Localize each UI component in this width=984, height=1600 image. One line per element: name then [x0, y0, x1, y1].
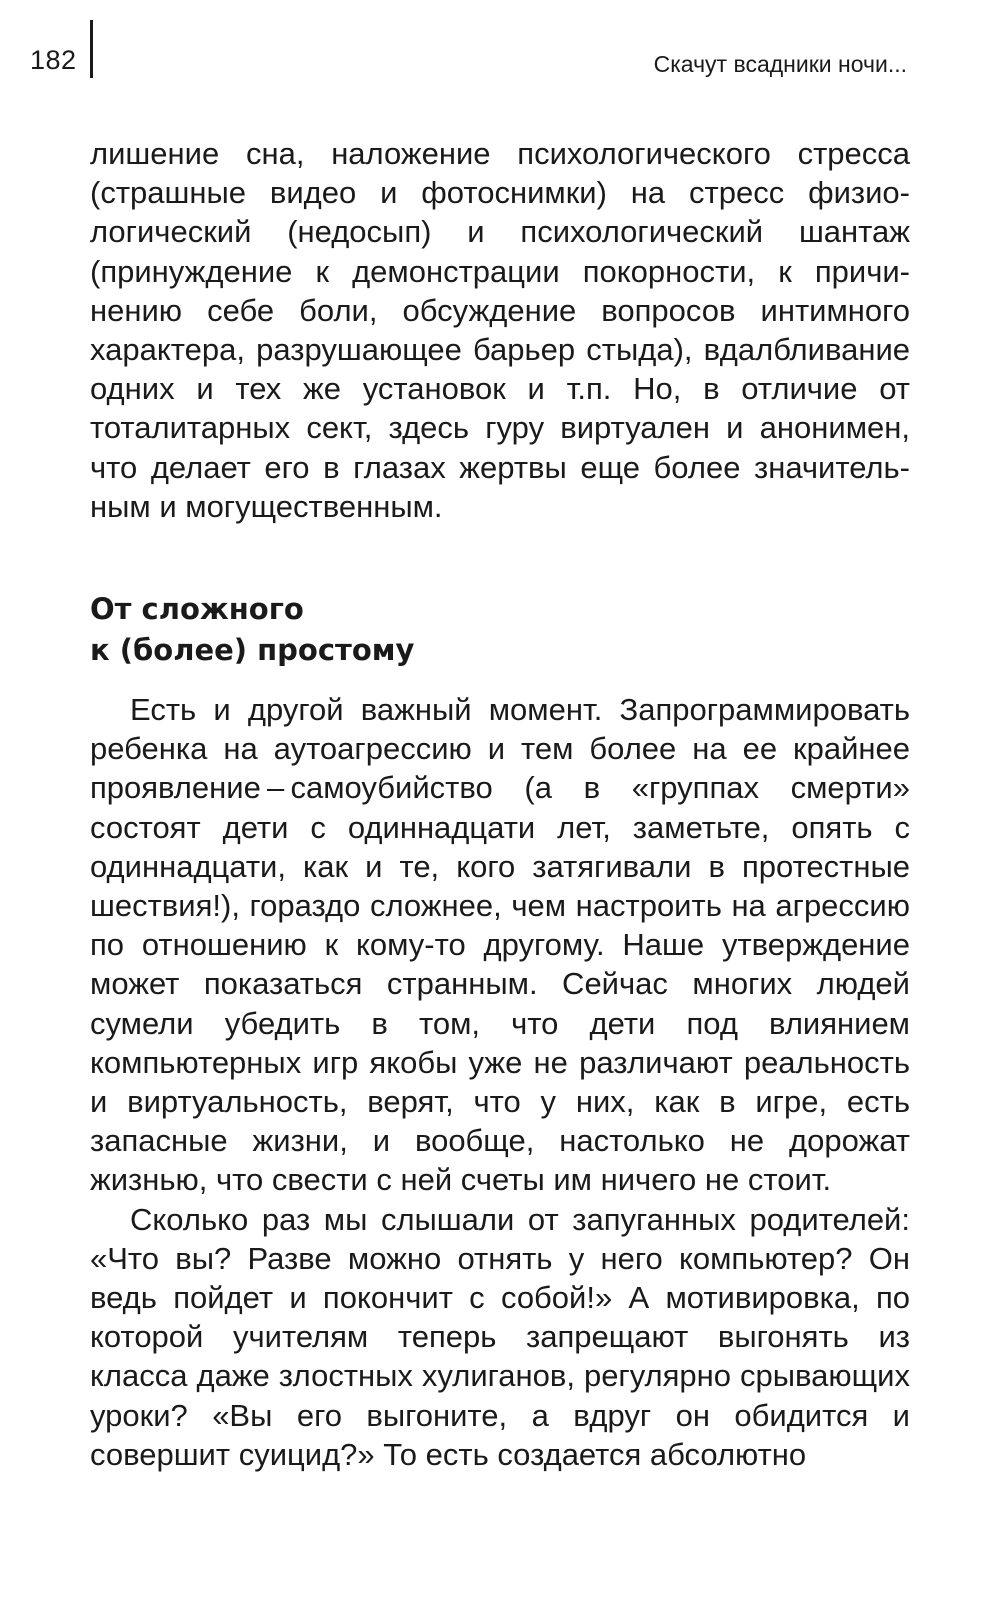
- running-title: Скачут всадники ночи...: [653, 51, 907, 77]
- section-heading: [90, 589, 910, 671]
- section-heading-line-1: От сложного: [90, 592, 304, 626]
- header-vertical-rule: [90, 20, 93, 78]
- continued-text-block: [90, 134, 910, 526]
- body-paragraph-1: Есть и другой важный момент. Запрограммировать ребенка на аутоагрессию и тем более на ее крайнее проявление – самоубийство (а в «группах смерти» состоят дети с одиннадцати лет, заметьте, опять с одиннадцати, как и те, кого затягивали в протестные шествия!), гораздо сложнее, чем настроить на агрессию по отношению к кому-то другому. Наше утверждение может показаться странным. Сейчас многих людей сумели убедить в том, что дети под влиянием компьютерных игр якобы уже не различают реальность и виртуальность, верят, что у них, как в игре, есть запасные жизни, и вообще, настолько не дорожат жизнью, что свести с ней счеты им ничего не стоит.: [90, 692, 910, 1198]
- continued-paragraph: лишение сна, наложение психологического стресса (страшные видео и фотоснимки) на стресс физиологический (недосып) и психологический шантаж (принуждение к демонстрации покорности, к причинению себе боли, обсуждение вопросов интимного характера, разрушающее барьер стыда), вдалбливание одних и тех же установок и т.п. Но, в отличие от тоталитарных сект, здесь гуру виртуален и анонимен, что делает его в глазах жертвы еще более значительным и могущественным.: [90, 136, 910, 524]
- body-paragraph-2: Сколько раз мы слышали от запуганных родителей: «Что вы? Разве можно отнять у него компьютер? Он ведь пойдет и покончит с собой!» А мотивировка, по которой учителям теперь запрещают выгонять из класса даже злостных хулиганов, регулярно срывающих уроки? «Вы его выгоните, а вдруг он обидится и совершит суицид?» То есть создается абсолютно: [90, 1201, 910, 1472]
- section-heading-line-2: к (более) простому: [90, 633, 415, 667]
- section-body: [90, 690, 910, 1474]
- running-head: [0, 0, 984, 110]
- page-number: 182: [30, 45, 77, 75]
